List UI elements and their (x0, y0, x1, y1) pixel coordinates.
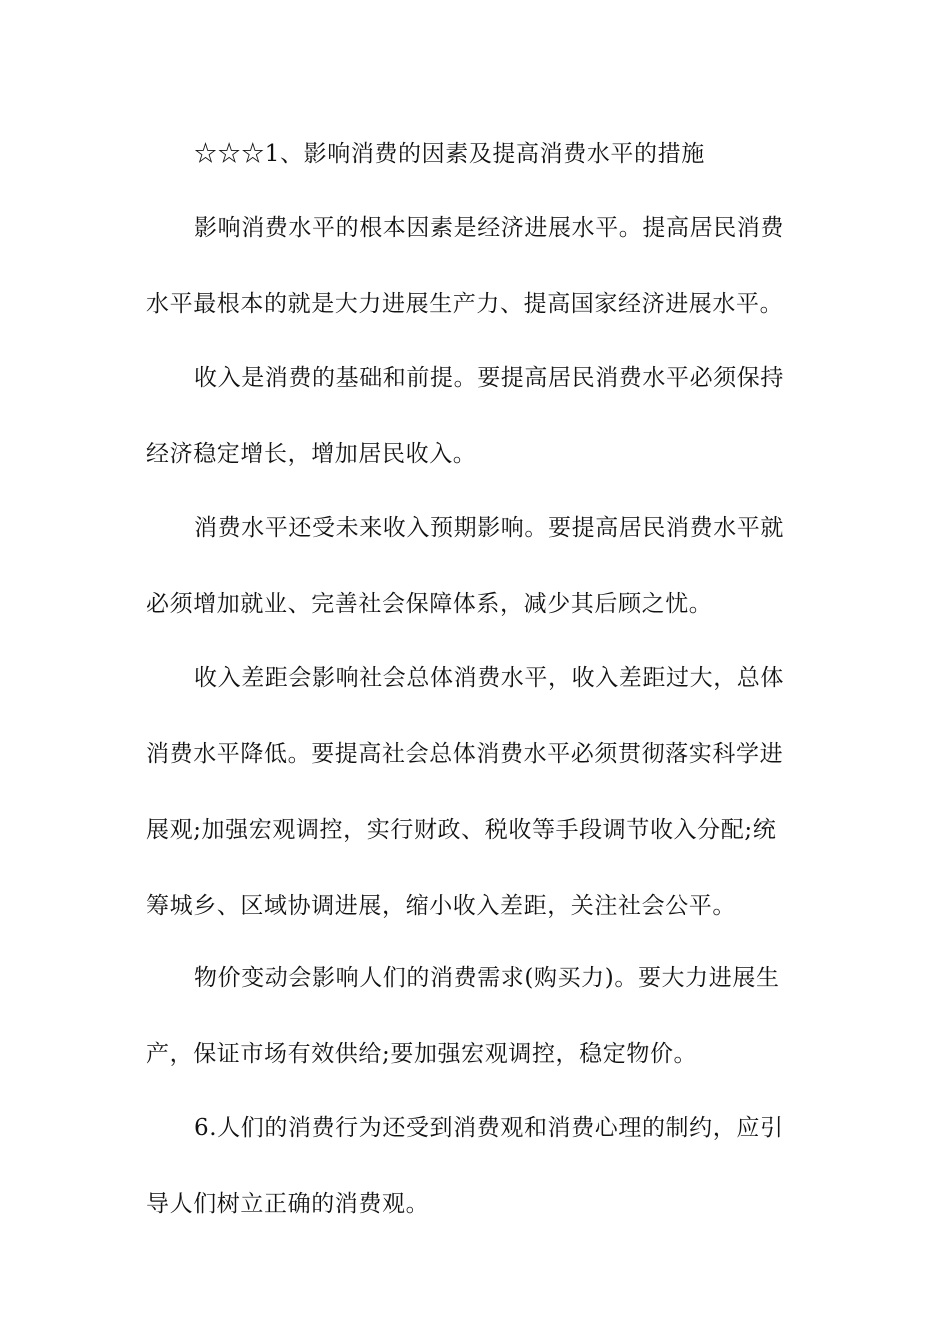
heading-text: ☆☆☆1、影响消费的因素及提高消费水平的措施 (194, 141, 705, 167)
paragraph-line: 必须增加就业、完善社会保障体系，减少其后顾之忧。 (146, 591, 713, 617)
paragraph-5 (146, 940, 796, 1092)
paragraph-line: 产，保证市场有效供给;要加强宏观调控，稳定物价。 (146, 1041, 698, 1067)
paragraph-line: 展观;加强宏观调控，实行财政、税收等手段调节收入分配;统 (146, 817, 777, 843)
paragraph-2 (146, 340, 796, 492)
paragraph-1 (146, 190, 796, 342)
paragraph-3 (146, 490, 796, 642)
paragraph-line: 消费水平降低。要提高社会总体消费水平必须贯彻落实科学进 (146, 741, 784, 767)
paragraph-line: 6.人们的消费行为还受到消费观和消费心理的制约，应引 (194, 1115, 784, 1141)
paragraph-4 (146, 640, 796, 944)
paragraph-line: 导人们树立正确的消费观。 (146, 1191, 430, 1217)
paragraph-line: 经济稳定增长，增加居民收入。 (146, 441, 477, 467)
paragraph-line: 消费水平还受未来收入预期影响。要提高居民消费水平就 (194, 515, 784, 541)
section-heading (146, 116, 796, 192)
paragraph-line: 物价变动会影响人们的消费需求(购买力)。要大力进展生 (194, 965, 780, 991)
paragraph-line: 收入差距会影响社会总体消费水平，收入差距过大，总体 (194, 665, 784, 691)
paragraph-6 (146, 1090, 796, 1242)
paragraph-line: 影响消费水平的根本因素是经济进展水平。提高居民消费 (194, 215, 784, 241)
paragraph-line: 水平最根本的就是大力进展生产力、提高国家经济进展水平。 (146, 291, 784, 317)
paragraph-line: 收入是消费的基础和前提。要提高居民消费水平必须保持 (194, 365, 784, 391)
paragraph-line: 筹城乡、区域协调进展，缩小收入差距，关注社会公平。 (146, 893, 736, 919)
